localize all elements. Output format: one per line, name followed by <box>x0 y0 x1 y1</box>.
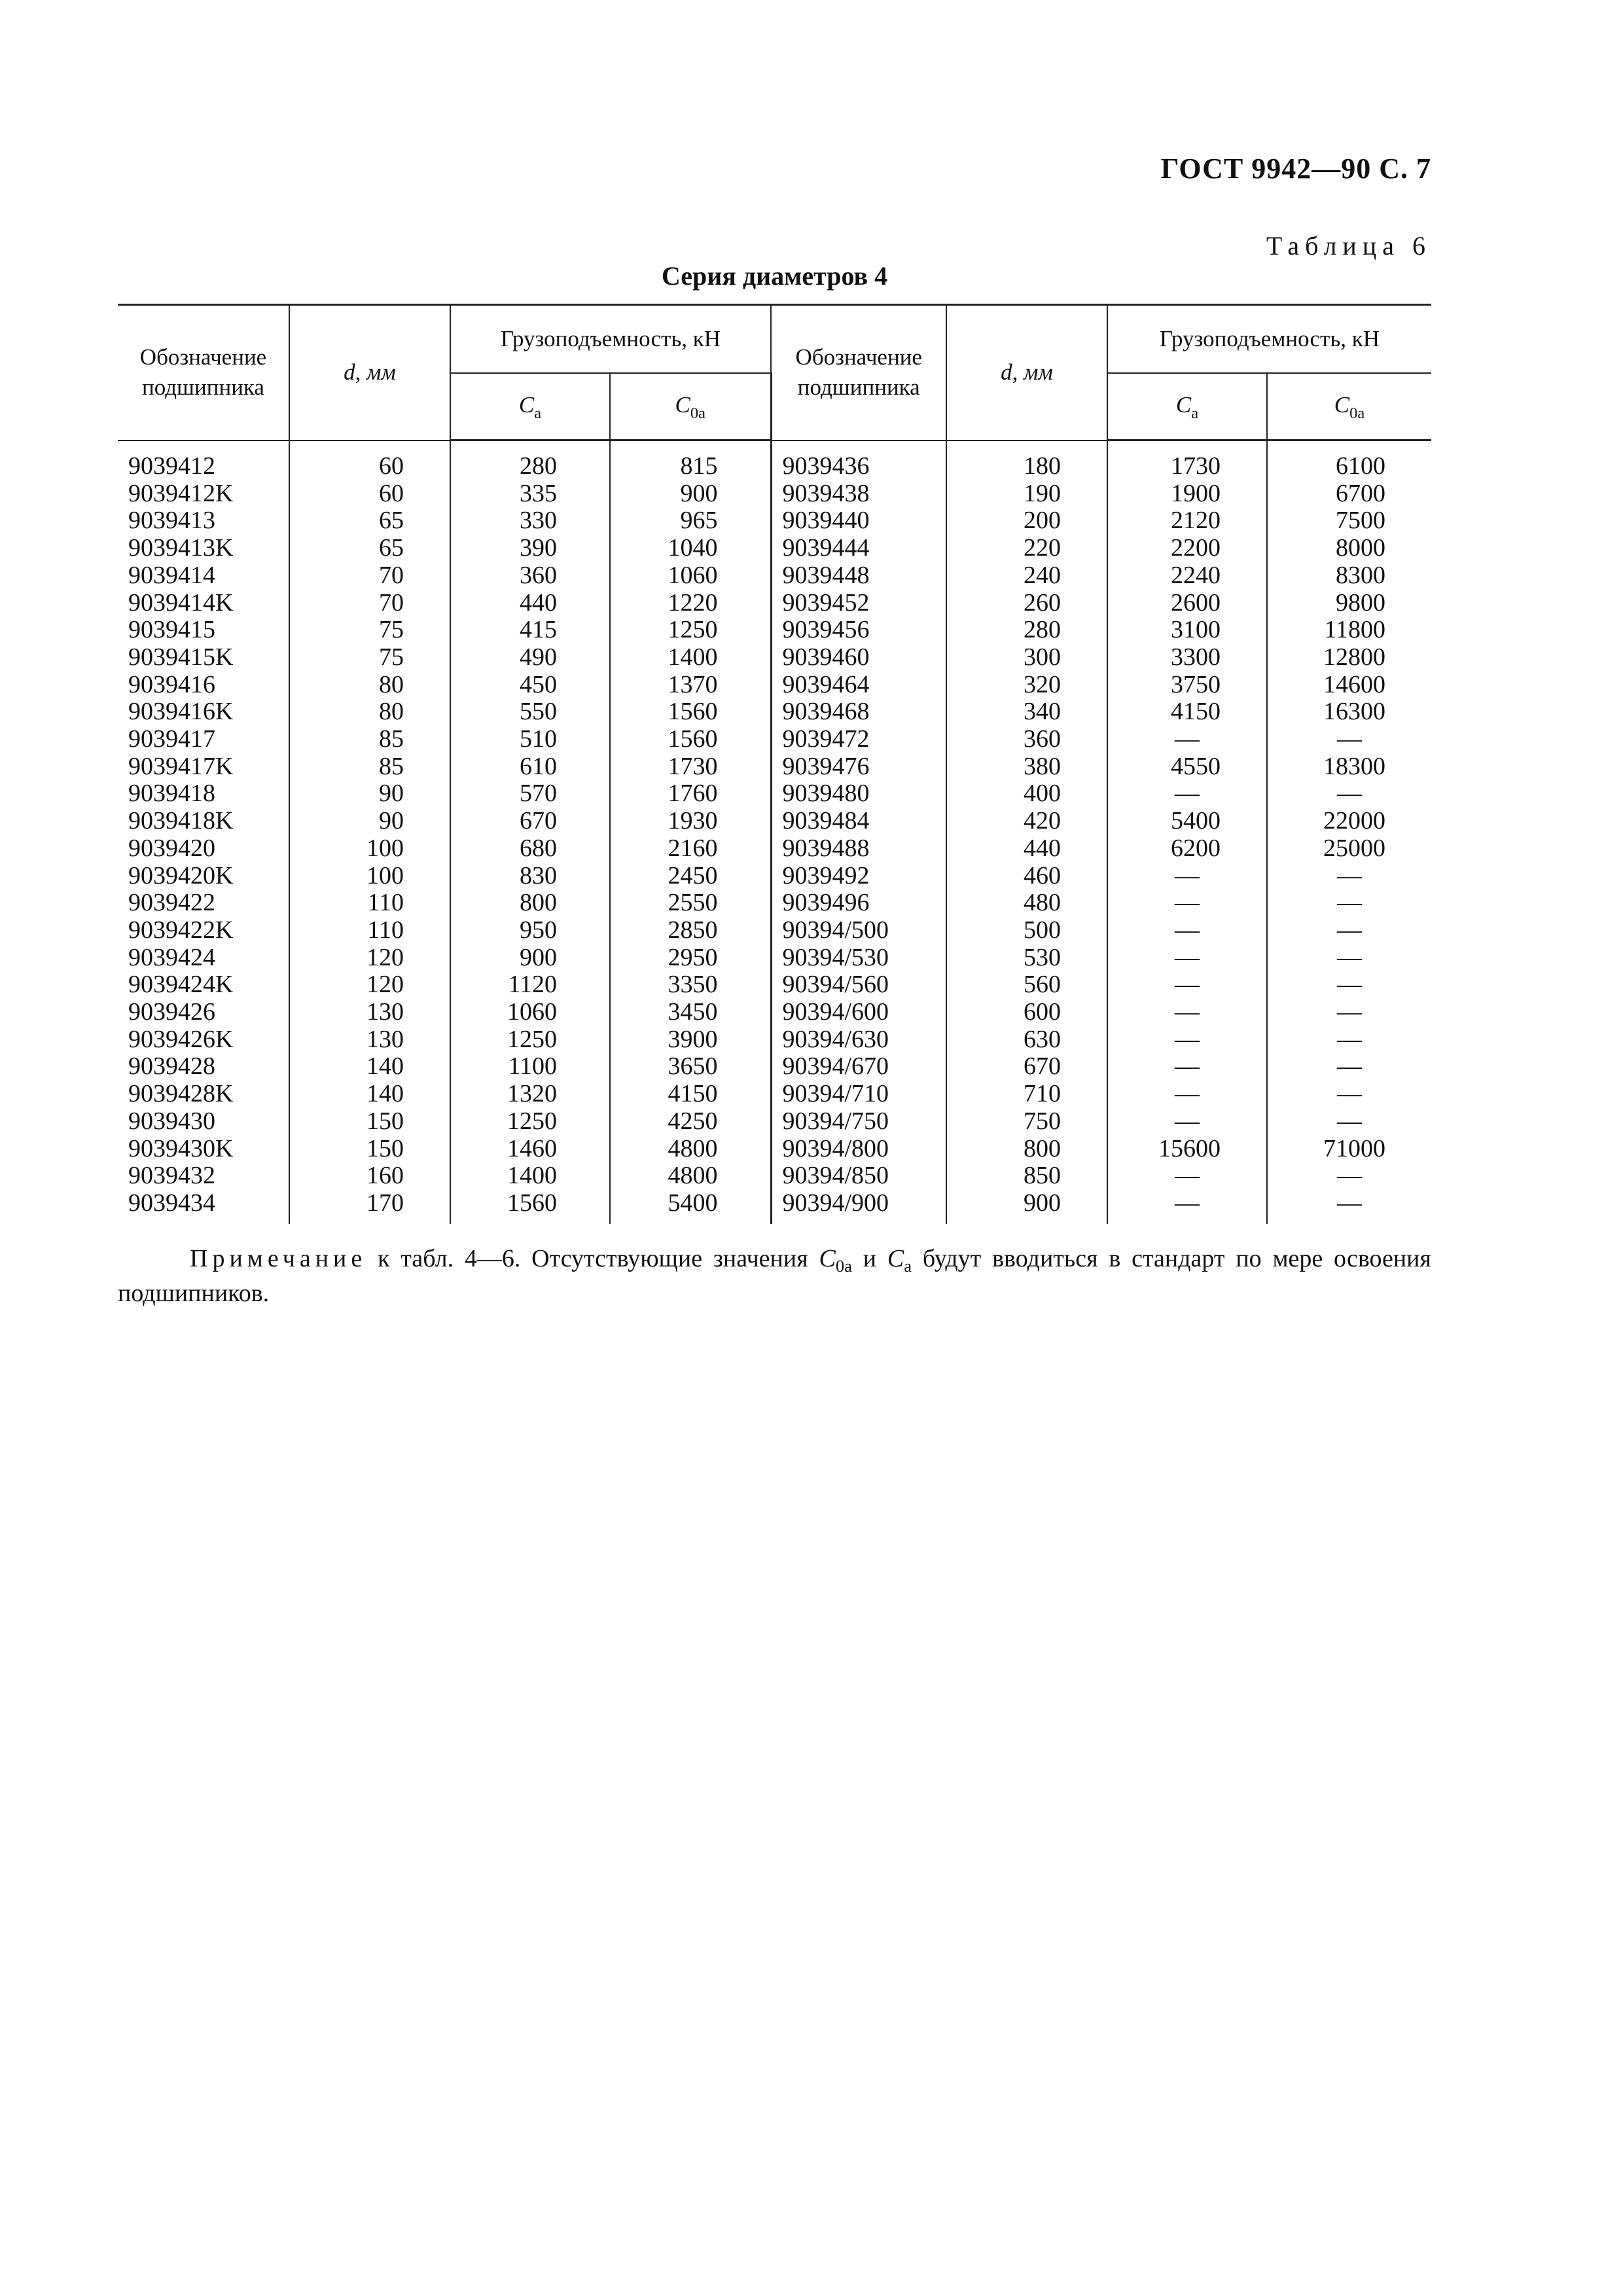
d-cell: 140 <box>289 1081 450 1108</box>
d-cell: 440 <box>946 835 1107 863</box>
ca-cell: — <box>1107 999 1267 1026</box>
table-row <box>118 1053 1431 1081</box>
c0a-cell: 1040 <box>610 535 771 562</box>
ca-cell: 670 <box>450 808 610 835</box>
ca-cell: 4150 <box>1107 698 1267 726</box>
ca-cell: 1100 <box>450 1053 610 1081</box>
d-cell: 130 <box>289 999 450 1026</box>
designation-cell: 9039415 <box>118 617 289 644</box>
table-row <box>118 863 1431 890</box>
table-row <box>118 753 1431 781</box>
c0a-cell: 22000 <box>1323 807 1385 835</box>
ca-cell: 1250 <box>450 1026 610 1054</box>
designation-cell: 9039414K <box>118 590 289 617</box>
ca-cell: — <box>1107 1081 1267 1108</box>
series-title: Серия диаметров 4 <box>661 261 888 291</box>
ca-cell: 800 <box>450 889 610 917</box>
designation-cell: 9039472 <box>771 726 946 753</box>
c0a-cell: 1560 <box>610 726 771 753</box>
ca-cell: 2120 <box>1107 507 1267 535</box>
designation-cell: 90394/500 <box>771 917 946 944</box>
ca-cell: 335 <box>450 480 610 508</box>
ca-cell: — <box>1107 1190 1267 1224</box>
table-row <box>118 944 1431 972</box>
d-cell: 65 <box>289 507 450 535</box>
d-cell: 710 <box>946 1081 1107 1108</box>
c0a-cell: — <box>1337 861 1362 889</box>
c0a-header: $C_{0a}$ <box>610 373 771 440</box>
ca-cell: 5400 <box>1107 808 1267 835</box>
d-header-right: d, мм <box>946 305 1107 440</box>
designation-cell: 9039430 <box>118 1108 289 1136</box>
c0a-cell: 4150 <box>610 1081 771 1108</box>
table-row <box>118 889 1431 917</box>
ca-cell: 490 <box>450 644 610 672</box>
table-row <box>118 562 1431 590</box>
ca-cell: 2600 <box>1107 590 1267 617</box>
d-cell: 800 <box>946 1136 1107 1163</box>
designation-cell: 90394/670 <box>771 1053 946 1081</box>
table-row <box>118 726 1431 753</box>
d-cell: 85 <box>289 726 450 753</box>
designation-cell: 9039484 <box>771 808 946 835</box>
d-cell: 360 <box>946 726 1107 753</box>
c0a-cell: 7500 <box>1336 507 1385 535</box>
designation-cell: 9039438 <box>771 480 946 508</box>
c0a-cell: — <box>1337 1107 1362 1135</box>
ca-cell: 415 <box>450 617 610 644</box>
d-cell: 80 <box>289 672 450 699</box>
ca-cell: — <box>1107 1108 1267 1136</box>
load-capacity-header-right: Грузоподъемность, кН <box>1107 305 1431 374</box>
d-cell: 110 <box>289 917 450 944</box>
c0a-cell: — <box>1337 1080 1362 1108</box>
d-cell: 280 <box>946 617 1107 644</box>
d-cell: 340 <box>946 698 1107 726</box>
designation-cell: 9039432 <box>118 1162 289 1190</box>
c0a-cell: 18300 <box>1323 752 1385 780</box>
ca-cell: 2200 <box>1107 535 1267 562</box>
table-row <box>118 1136 1431 1163</box>
d-cell: 75 <box>289 617 450 644</box>
d-cell: 100 <box>289 863 450 890</box>
bearing-table <box>118 304 1431 1224</box>
d-cell: 140 <box>289 1053 450 1081</box>
c0a-cell: 9800 <box>1336 588 1385 617</box>
designation-cell: 9039488 <box>771 835 946 863</box>
d-cell: 220 <box>946 535 1107 562</box>
running-title: ГОСТ 9942—90 С. 7 <box>1160 152 1431 185</box>
ca-cell: 1120 <box>450 971 610 999</box>
table-row <box>118 617 1431 644</box>
ca-cell: 3300 <box>1107 644 1267 672</box>
designation-cell: 90394/750 <box>771 1108 946 1136</box>
ca-cell: — <box>1107 917 1267 944</box>
ca-cell: 510 <box>450 726 610 753</box>
c0a-cell: 2160 <box>610 835 771 863</box>
d-cell: 130 <box>289 1026 450 1054</box>
c0a-cell: 6100 <box>1336 452 1385 480</box>
c0a-cell: 4250 <box>610 1108 771 1136</box>
c0a-cell: 2850 <box>610 917 771 944</box>
ca-header-right: $C_a$ <box>1107 373 1267 440</box>
ca-cell: 1320 <box>450 1081 610 1108</box>
d-cell: 85 <box>289 753 450 781</box>
table-row <box>118 1081 1431 1108</box>
c0a-cell: 900 <box>610 480 771 508</box>
d-cell: 120 <box>289 971 450 999</box>
c0a-cell: — <box>1337 1025 1362 1053</box>
d-cell: 110 <box>289 889 450 917</box>
c0a-cell: 11800 <box>1324 616 1385 644</box>
c0a-cell: 1760 <box>610 780 771 808</box>
c0a-cell: 1250 <box>610 617 771 644</box>
ca-cell: 1250 <box>450 1108 610 1136</box>
table-row <box>118 835 1431 863</box>
d-cell: 240 <box>946 562 1107 590</box>
ca-header: $C_a$ <box>450 373 610 440</box>
d-cell: 900 <box>946 1190 1107 1224</box>
designation-cell: 90394/900 <box>771 1190 946 1224</box>
c0a-cell: — <box>1337 780 1362 808</box>
c0a-cell: 12800 <box>1323 643 1385 671</box>
c0a-cell: 3900 <box>610 1026 771 1054</box>
table-row <box>118 971 1431 999</box>
table-note: Примечание к табл. 4—6. Отсутствующие значения $C_{0a}$ и $C_a$ будут вводиться в стандарт по мере освоения подшипников. <box>118 1245 1431 1307</box>
designation-cell: 9039434 <box>118 1190 289 1224</box>
d-cell: 300 <box>946 644 1107 672</box>
d-cell: 70 <box>289 562 450 590</box>
table-row <box>118 1190 1431 1224</box>
ca-cell: 950 <box>450 917 610 944</box>
c0a-cell: 2950 <box>610 944 771 972</box>
ca-cell: 3100 <box>1107 617 1267 644</box>
designation-cell: 9039413 <box>118 507 289 535</box>
c0a-cell: — <box>1337 1052 1362 1081</box>
d-cell: 460 <box>946 863 1107 890</box>
ca-cell: 4550 <box>1107 753 1267 781</box>
ca-cell: — <box>1107 889 1267 917</box>
designation-cell: 90394/800 <box>771 1136 946 1163</box>
c0a-cell: 2450 <box>610 863 771 890</box>
ca-cell: — <box>1107 726 1267 753</box>
designation-cell: 9039416 <box>118 672 289 699</box>
c0a-cell: 3650 <box>610 1053 771 1081</box>
ca-cell: — <box>1107 944 1267 972</box>
d-cell: 150 <box>289 1108 450 1136</box>
ca-cell: 360 <box>450 562 610 590</box>
d-cell: 180 <box>946 440 1107 480</box>
d-cell: 90 <box>289 808 450 835</box>
ca-cell: 390 <box>450 535 610 562</box>
designation-cell: 9039413K <box>118 535 289 562</box>
table-row <box>118 535 1431 562</box>
designation-cell: 9039430K <box>118 1136 289 1163</box>
designation-cell: 9039426K <box>118 1026 289 1054</box>
ca-cell: 440 <box>450 590 610 617</box>
table-row <box>118 999 1431 1026</box>
ca-cell: 1460 <box>450 1136 610 1163</box>
designation-cell: 9039436 <box>771 440 946 480</box>
ca-cell: 1060 <box>450 999 610 1026</box>
designation-cell: 9039412 <box>118 440 289 480</box>
d-cell: 190 <box>946 480 1107 508</box>
c0a-cell: 5400 <box>610 1190 771 1224</box>
d-cell: 120 <box>289 944 450 972</box>
c0a-cell: — <box>1337 889 1362 917</box>
c0a-cell: 1220 <box>610 590 771 617</box>
designation-cell: 9039418 <box>118 780 289 808</box>
ca-cell: 900 <box>450 944 610 972</box>
c0a-cell: 8300 <box>1336 561 1385 589</box>
designation-cell: 9039444 <box>771 535 946 562</box>
designation-cell: 9039480 <box>771 780 946 808</box>
d-cell: 100 <box>289 835 450 863</box>
d-cell: 160 <box>289 1162 450 1190</box>
d-cell: 60 <box>289 480 450 508</box>
d-cell: 500 <box>946 917 1107 944</box>
c0a-cell: 1560 <box>610 698 771 726</box>
ca-cell: — <box>1107 863 1267 890</box>
designation-cell: 9039464 <box>771 672 946 699</box>
d-cell: 600 <box>946 999 1107 1026</box>
designation-cell: 9039414 <box>118 562 289 590</box>
d-cell: 80 <box>289 698 450 726</box>
d-cell: 560 <box>946 971 1107 999</box>
designation-cell: 9039456 <box>771 617 946 644</box>
c0a-cell: — <box>1337 971 1362 999</box>
c0a-cell: — <box>1337 916 1362 944</box>
c0a-cell: — <box>1337 943 1362 971</box>
d-cell: 400 <box>946 780 1107 808</box>
d-cell: 75 <box>289 644 450 672</box>
c0a-cell: 4800 <box>610 1162 771 1190</box>
designation-cell: 9039448 <box>771 562 946 590</box>
c0a-cell: 14600 <box>1323 670 1385 698</box>
ca-cell: 2240 <box>1107 562 1267 590</box>
table-row <box>118 780 1431 808</box>
table-row <box>118 1162 1431 1190</box>
d-cell: 420 <box>946 808 1107 835</box>
table-row <box>118 590 1431 617</box>
ca-cell: 1900 <box>1107 480 1267 508</box>
d-cell: 850 <box>946 1162 1107 1190</box>
c0a-cell: 71000 <box>1323 1134 1385 1162</box>
c0a-cell: — <box>1337 1162 1362 1190</box>
table-row <box>118 480 1431 508</box>
ca-cell: — <box>1107 1026 1267 1054</box>
c0a-cell: — <box>1337 1189 1362 1217</box>
ca-cell: 280 <box>450 440 610 480</box>
table-body <box>118 440 1431 1224</box>
d-cell: 170 <box>289 1190 450 1224</box>
designation-cell: 90394/600 <box>771 999 946 1026</box>
designation-cell: 9039416K <box>118 698 289 726</box>
ca-cell: 1730 <box>1107 440 1267 480</box>
ca-cell: 570 <box>450 780 610 808</box>
d-cell: 60 <box>289 440 450 480</box>
d-cell: 750 <box>946 1108 1107 1136</box>
c0a-cell: 6700 <box>1336 479 1385 507</box>
designation-cell: 90394/530 <box>771 944 946 972</box>
table-row <box>118 507 1431 535</box>
designation-cell: 9039412K <box>118 480 289 508</box>
ca-cell: 680 <box>450 835 610 863</box>
designation-cell: 9039422 <box>118 889 289 917</box>
ca-cell: — <box>1107 780 1267 808</box>
c0a-cell: 1730 <box>610 753 771 781</box>
c0a-cell: 1370 <box>610 672 771 699</box>
c0a-cell: 1400 <box>610 644 771 672</box>
d-cell: 150 <box>289 1136 450 1163</box>
d-cell: 530 <box>946 944 1107 972</box>
c0a-cell: 16300 <box>1323 698 1385 726</box>
c0a-cell: 965 <box>610 507 771 535</box>
d-cell: 320 <box>946 672 1107 699</box>
c0a-cell: 4800 <box>610 1136 771 1163</box>
designation-cell: 9039420K <box>118 863 289 890</box>
ca-cell: 3750 <box>1107 672 1267 699</box>
designation-cell: 90394/850 <box>771 1162 946 1190</box>
ca-cell: — <box>1107 971 1267 999</box>
d-header: d, мм <box>289 305 450 440</box>
designation-cell: 9039418K <box>118 808 289 835</box>
designation-header: Обозначение подшипника <box>118 305 289 440</box>
c0a-cell: 1060 <box>610 562 771 590</box>
designation-cell: 9039422K <box>118 917 289 944</box>
d-cell: 260 <box>946 590 1107 617</box>
d-cell: 200 <box>946 507 1107 535</box>
table-row <box>118 808 1431 835</box>
table-row <box>118 440 1431 480</box>
c0a-symbol: $C_{0a}$ <box>819 1245 852 1276</box>
ca-cell: 1400 <box>450 1162 610 1190</box>
table-row <box>118 698 1431 726</box>
designation-cell: 9039492 <box>771 863 946 890</box>
load-capacity-header: Грузоподъемность, кН <box>450 305 771 374</box>
note-lead: Примечание <box>190 1245 367 1272</box>
d-cell: 65 <box>289 535 450 562</box>
ca-cell: 1560 <box>450 1190 610 1224</box>
c0a-cell: 815 <box>610 440 771 480</box>
ca-symbol: $C_a$ <box>887 1245 912 1276</box>
table-row <box>118 644 1431 672</box>
designation-cell: 9039468 <box>771 698 946 726</box>
designation-cell: 9039417K <box>118 753 289 781</box>
designation-cell: 90394/710 <box>771 1081 946 1108</box>
designation-cell: 9039424K <box>118 971 289 999</box>
ca-cell: 610 <box>450 753 610 781</box>
ca-cell: — <box>1107 1053 1267 1081</box>
ca-cell: 450 <box>450 672 610 699</box>
table-row <box>118 1108 1431 1136</box>
c0a-cell: 8000 <box>1336 534 1385 562</box>
designation-cell: 9039428 <box>118 1053 289 1081</box>
ca-cell: 15600 <box>1107 1136 1267 1163</box>
designation-cell: 9039415K <box>118 644 289 672</box>
ca-cell: 550 <box>450 698 610 726</box>
d-cell: 90 <box>289 780 450 808</box>
designation-cell: 9039417 <box>118 726 289 753</box>
designation-cell: 9039460 <box>771 644 946 672</box>
d-cell: 380 <box>946 753 1107 781</box>
designation-cell: 9039476 <box>771 753 946 781</box>
designation-cell: 9039426 <box>118 999 289 1026</box>
c0a-cell: 2550 <box>610 889 771 917</box>
ca-cell: 830 <box>450 863 610 890</box>
designation-header-right: Обозначение подшипника <box>771 305 946 440</box>
d-cell: 480 <box>946 889 1107 917</box>
designation-cell: 9039428K <box>118 1081 289 1108</box>
c0a-cell: 3350 <box>610 971 771 999</box>
ca-cell: — <box>1107 1162 1267 1190</box>
c0a-header-right: $C_{0a}$ <box>1267 373 1431 440</box>
c0a-cell: — <box>1337 998 1362 1026</box>
designation-cell: 90394/630 <box>771 1026 946 1054</box>
table-row <box>118 672 1431 699</box>
table-row <box>118 917 1431 944</box>
ca-cell: 330 <box>450 507 610 535</box>
c0a-cell: 3450 <box>610 999 771 1026</box>
designation-cell: 90394/560 <box>771 971 946 999</box>
c0a-cell: 25000 <box>1323 834 1385 862</box>
table-header-row <box>118 305 1431 374</box>
c0a-cell: 1930 <box>610 808 771 835</box>
d-cell: 70 <box>289 590 450 617</box>
ca-cell: 6200 <box>1107 835 1267 863</box>
designation-cell: 9039452 <box>771 590 946 617</box>
designation-cell: 9039424 <box>118 944 289 972</box>
designation-cell: 9039496 <box>771 889 946 917</box>
table-number: Таблица 6 <box>1266 231 1431 260</box>
d-cell: 670 <box>946 1053 1107 1081</box>
designation-cell: 9039420 <box>118 835 289 863</box>
designation-cell: 9039440 <box>771 507 946 535</box>
c0a-cell: — <box>1337 725 1362 753</box>
table-row <box>118 1026 1431 1054</box>
d-cell: 630 <box>946 1026 1107 1054</box>
